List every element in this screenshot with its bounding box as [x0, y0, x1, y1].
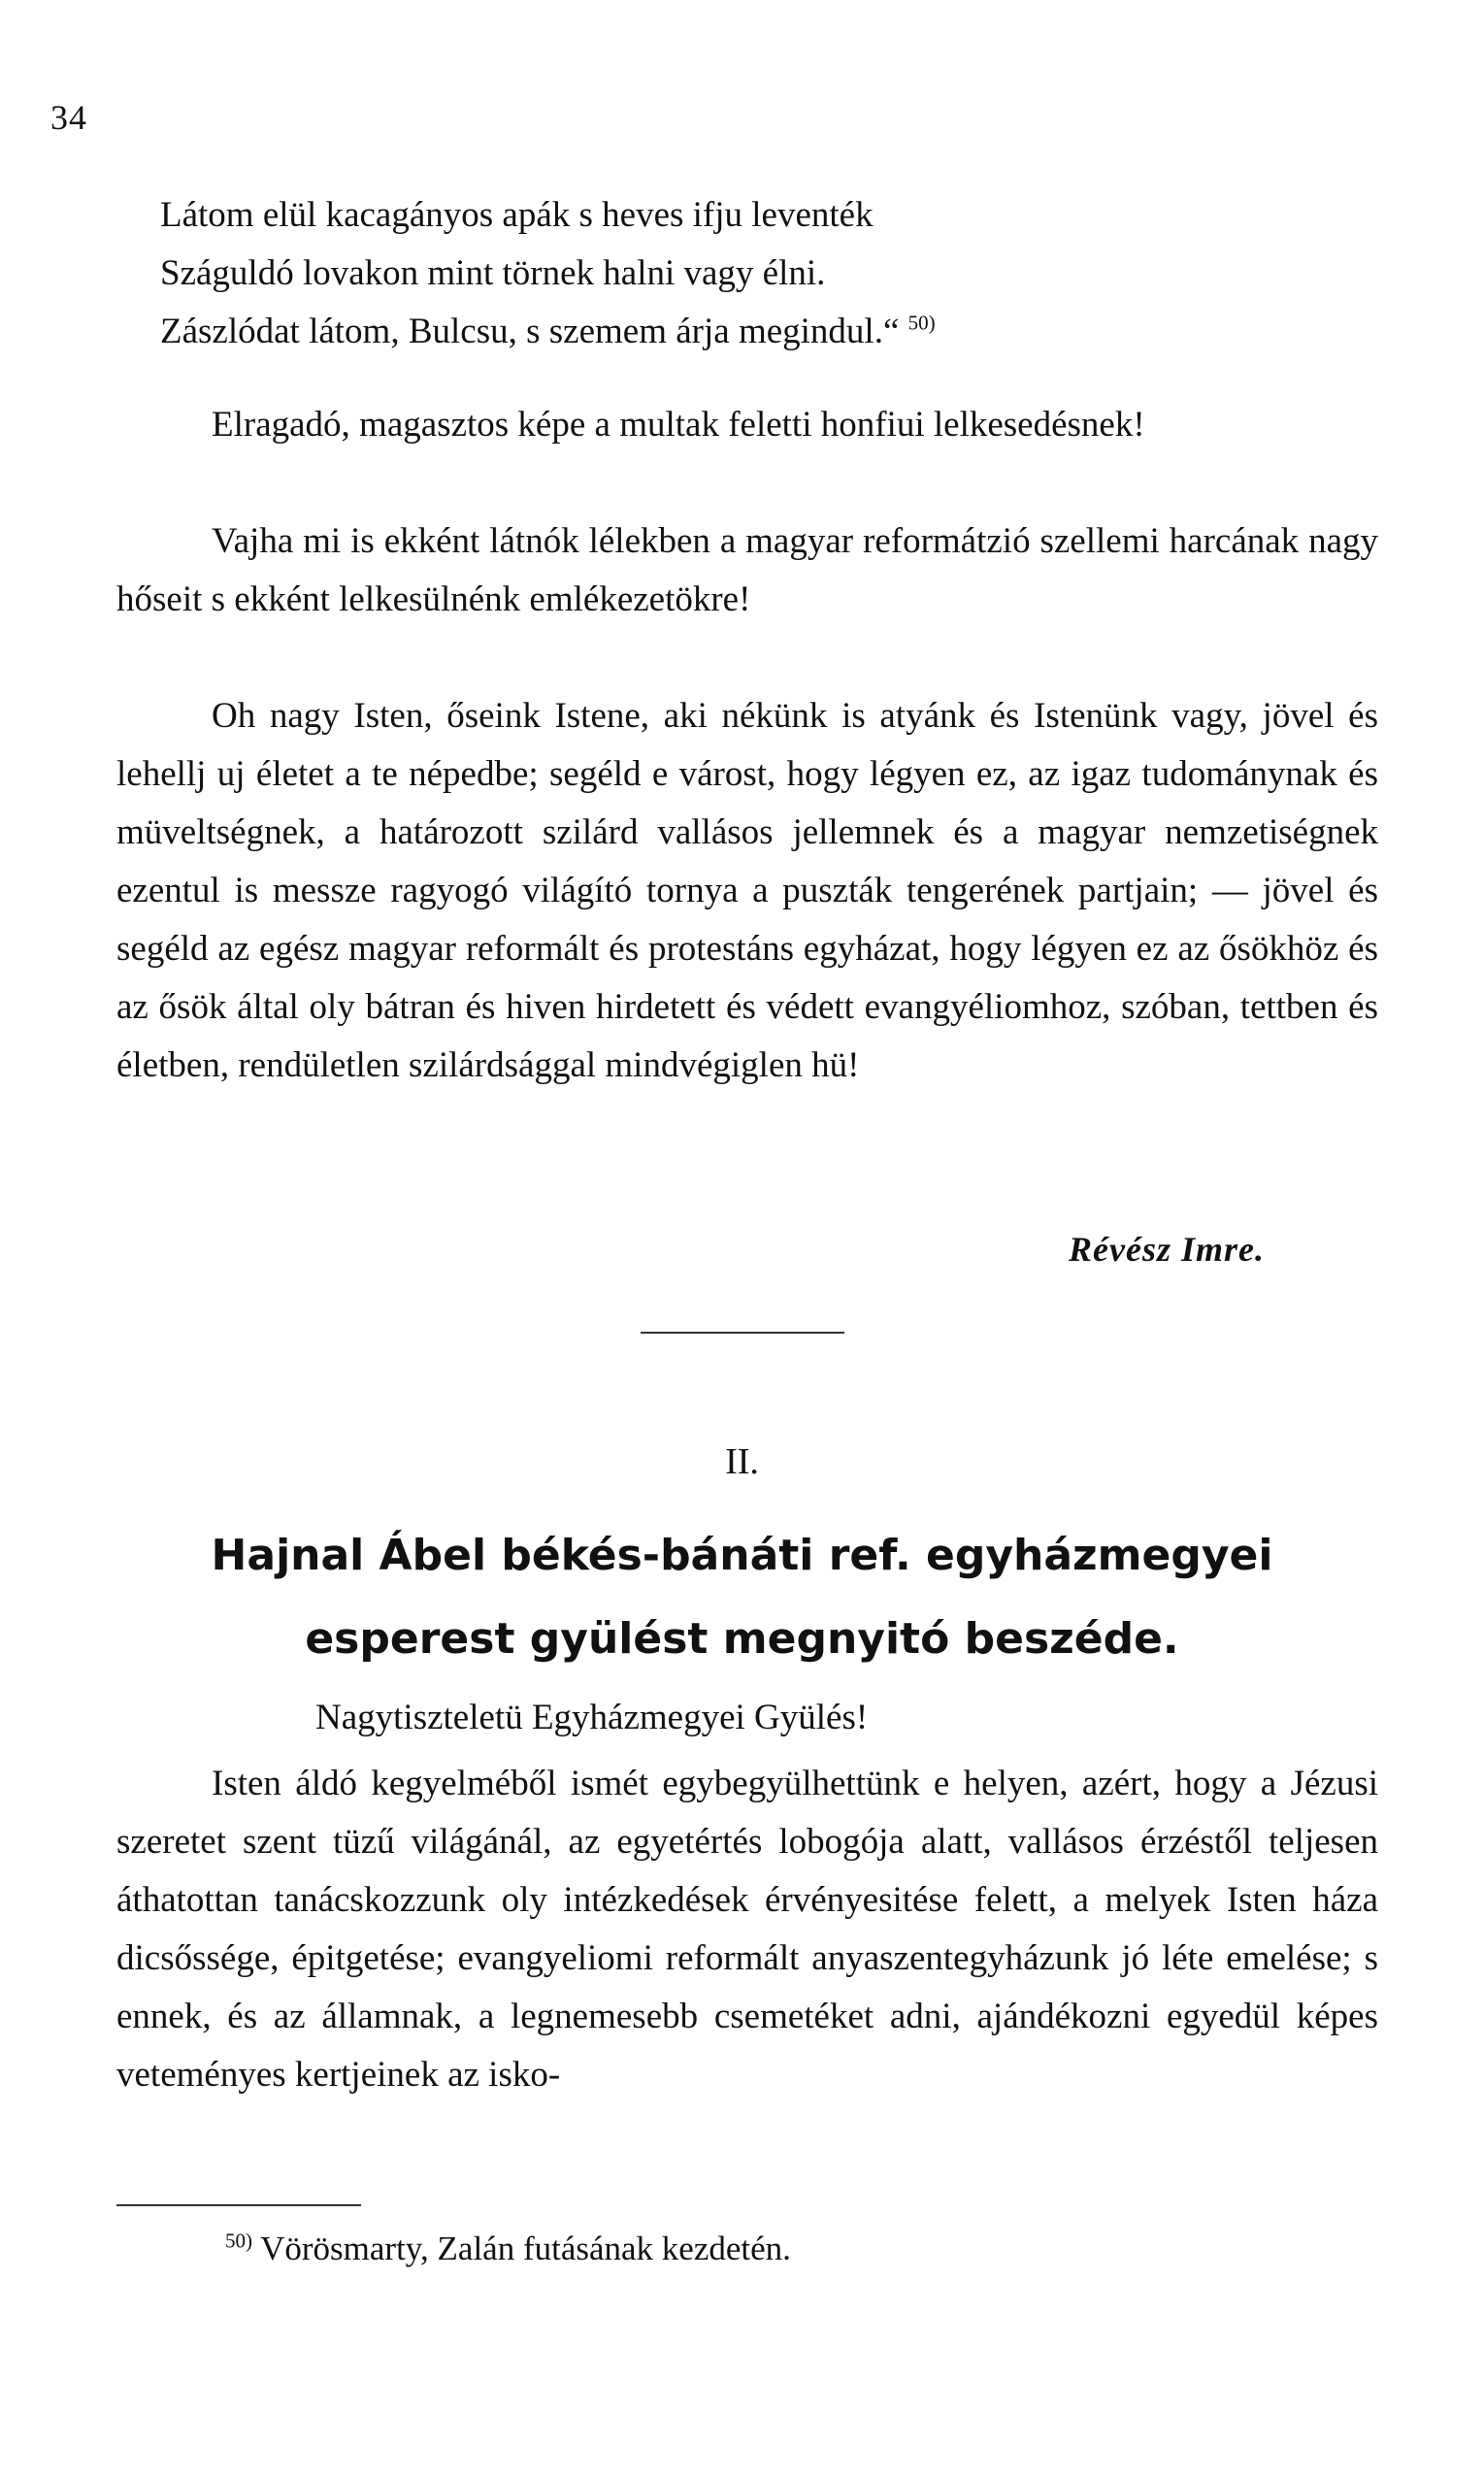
paragraph — [116, 512, 1378, 629]
paragraph — [116, 687, 1378, 1095]
poem-line: Száguldó lovakon mint törnek halni vagy élni. — [160, 253, 826, 293]
footnote-reference[interactable]: 50) — [907, 311, 936, 335]
poem-line: Látom elül kacagányos apák s heves ifju leventék — [160, 195, 874, 235]
poem-line — [160, 303, 936, 361]
page-number: 34 — [50, 98, 87, 137]
section-title — [0, 1514, 1484, 1681]
author-signature: Révész Imre. — [1069, 1230, 1265, 1269]
footnote — [225, 2225, 791, 2273]
paragraph — [116, 396, 1378, 454]
poem-line-text: Zászlódat látom, Bulcsu, s szemem árja megindul.“ — [160, 312, 900, 351]
footnote-text: Vörösmarty, Zalán futásának kezdetén. — [252, 2230, 791, 2267]
paragraph — [116, 1755, 1378, 2104]
footnote-rule — [116, 2204, 361, 2206]
salutation: Nagytiszteletü Egyházmegyei Gyülés! — [315, 1698, 869, 1737]
paragraph-text: Elragadó, magasztos képe a multak feletti honfiui lelkesedésnek! — [212, 405, 1145, 445]
footnote-marker: 50) — [225, 2229, 252, 2253]
section-title-line: esperest gyülést megnyitó beszéde. — [305, 1614, 1179, 1664]
paragraph-text: Oh nagy Isten, őseink Istene, aki nékünk is atyánk és Istenünk vagy, jövel és lehellj uj életet a te népedbe; segéld e várost, hogy légyen ez, az igaz tudománynak és müveltségnek, a határozott szilárd vallásos jellemnek és a magyar nemzetiségnek ezentul is messze ragyogó világító tornya a puszták tengerének partjain; — jövel és segéld az egész magyar reformált és protestáns egyházat, hogy légyen ez az ősökhöz és az ősök által oly bátran és hiven hirdetett és védett evangyéliomhoz, szóban, tettben és életben, rendületlen szilárdsággal mindvégiglen hü! — [116, 696, 1378, 1085]
paragraph-text: Vajha mi is ekként látnók lélekben a magyar reformátzió szellemi harcának nagy hőseit s ekként lelkesülnénk emlékezetökre! — [116, 521, 1378, 619]
paragraph-text: Isten áldó kegyelméből ismét egybegyülhettünk e helyen, azért, hogy a Jézusi szeretet szent tüzű világánál, az egyetértés lobogója alatt, vallásos érzéstől teljesen áthatottan tanácskozzunk oly intézkedések érvényesitése felett, a melyek Isten háza dicsőssége, épitgetése; evangyeliomi reformált anyaszentegyházunk jó léte emelése; s ennek, és az államnak, a legnemesebb csemetéket adni, ajándékozni egyedül képes veteményes kertjeinek az isko- — [116, 1764, 1378, 2095]
poem-quote — [160, 186, 936, 361]
section-number: II. — [725, 1441, 759, 1482]
section-divider — [641, 1332, 844, 1334]
section-title-line: Hajnal Ábel békés-bánáti ref. egyházmegyei — [211, 1531, 1273, 1580]
